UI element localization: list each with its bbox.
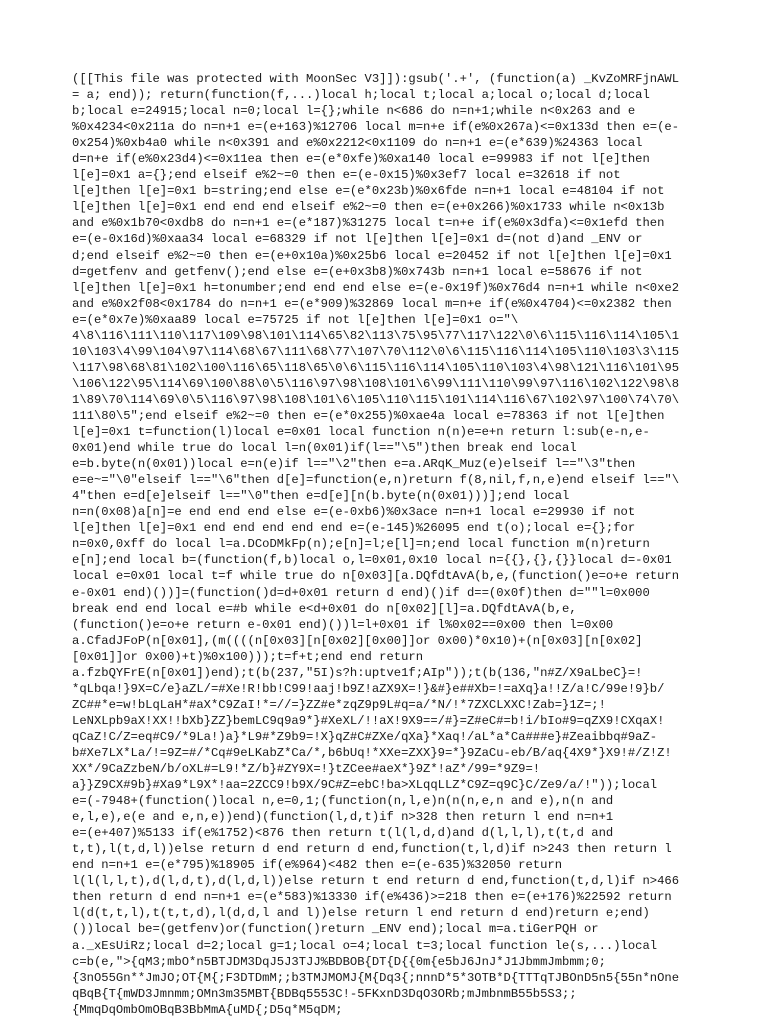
code-line: a}}Z9CX#9b}#Xa9*L9X*!aa=2ZCC9!b9X/9C#Z=ebC!ba>XLqqLLZ*C9Z=q9C}C/Ze9/a/!"));local bbox=[72, 778, 658, 793]
code-line: \117\98\68\81\102\100\116\65\118\65\0\6\115\116\114\105\110\103\4\98\121\116\101\95 bbox=[72, 360, 680, 375]
code-line: d=getfenv and getfenv();end else e=(e+0x3b8)%0x743b n=n+1 local e=58676 if not bbox=[72, 264, 643, 279]
code-line: e[n];end local b=(function(f,b)local o,l=0x01,0x10 local n={{},{},{}}local d=-0x01 bbox=[72, 553, 672, 568]
code-line: ZC##*e=w!bLqLaH*#aX*C9ZaI!*=//=}ZZ#e*zqZ9p9L#q=a/*N/!*7ZXCLXXC!Zab=}1Z=;! bbox=[72, 697, 606, 712]
document-page bbox=[72, 71, 752, 1018]
code-line: and e%0x2f08<0x1784 do n=n+1 e=(e*909)%32869 local m=n+e if(e%0x4704)<=0x2382 then bbox=[72, 296, 672, 311]
code-line: a.CfadJFoP(n[0x01],(m((((n[0x03][n[0x02][0x00]]or 0x00)*0x10)+(n[0x03][n[0x02] bbox=[72, 633, 643, 648]
code-line: 1\89\70\114\69\0\5\116\97\98\108\101\6\105\110\115\101\114\116\67\102\97\100\74\70\ bbox=[72, 392, 680, 407]
code-line: 10\103\4\99\104\97\114\68\67\111\68\77\107\70\112\0\6\115\116\114\105\110\103\3\115 bbox=[72, 344, 680, 359]
code-line: 4\8\116\111\110\117\109\98\101\114\65\82\113\75\95\77\117\122\0\6\115\116\114\105\1 bbox=[72, 328, 680, 343]
code-line: {3nO55Gn**JmJO;OT{M{;F3DTDmM;;b3TMJMOMJ{M{Dq3{;nnnD*5*3OTB*D{TTTqTJBOnD5n5{55n*nOne bbox=[72, 970, 680, 985]
code-line: l[e]then l[e]=0x1 end end end end end e=(e-145)%26095 end t(o);local e={};for bbox=[72, 521, 636, 536]
code-line: l[e]then l[e]=0x1 h=tonumber;end end end else e=(e-0x19f)%0x76d4 n=n+1 while n<0xe2 bbox=[72, 280, 680, 295]
code-line: l[e]then l[e]=0x1 b=string;end else e=(e*0x23b)%0x6fde n=n+1 local e=48104 if not bbox=[72, 184, 665, 199]
code-line: local e=0x01 local t=f while true do n[0x03][a.DQfdtAvA(b,e,(function()e=o+e return bbox=[72, 569, 680, 584]
code-line: n=0x0,0xff do local l=a.DCoDMkFp(n);e[n]=l;e[l]=n;end local function m(n)return bbox=[72, 537, 650, 552]
code-line: d=n+e if(e%0x23d4)<=0x11ea then e=(e*0xfe)%0xa140 local e=99983 if not l[e]then bbox=[72, 152, 650, 167]
code-line: then return d end n=n+1 e=(e*583)%13330 if(e%436)>=218 then e=(e+176)%22592 return bbox=[72, 890, 672, 905]
code-line: *qLbqa!}9X=C/e}aZL/=#Xe!R!bb!C99!aaj!b9Z!aZX9X=!}&#}e##Xb=!=aXq}a!!Z/a!C/99e!9}b/ bbox=[72, 681, 665, 696]
code-line: e,l,e),e(e and e,n,e))end)(function(l,d,t)if n>328 then return l end n=n+1 bbox=[72, 810, 614, 825]
code-line: e-0x01 end)())]=(function()d=d+0x01 return d end)()if d==(0x0f)then d=""l=0x000 bbox=[72, 585, 650, 600]
code-line: 111\80\5";end elseif e%2~=0 then e=(e*0x255)%0xae4a local e=78363 if not l[e]then bbox=[72, 408, 665, 423]
code-line: break end end local e=#b while e<d+0x01 do n[0x02][l]=a.DQfdtAvA(b,e, bbox=[72, 601, 577, 616]
code-line: [0x01]]or 0x00)+t)%0x100)));t=f+t;end end return bbox=[72, 649, 424, 664]
code-line: a.fzbQYFrE(n[0x01])end);t(b(237,"5I)s?h:uptve1f;AIp"));t(b(136,"n#Z/X9aLbeC}=! bbox=[72, 665, 643, 680]
code-line: b;local e=24915;local n=0;local l={};while n<686 do n=n+1;while n<0x263 and e bbox=[72, 104, 636, 119]
code-line: {MmqDqOmbOmOBqB3BbMmA{uMD{;D5q*M5qDM; bbox=[72, 1002, 343, 1017]
code-line: n=n(0x08)a[n]=e end end end else e=(e-0xb6)%0x3ace n=n+1 local e=29930 if not bbox=[72, 505, 636, 520]
code-line: and e%0x1b70<0xdb8 do n=n+1 e=(e*187)%31275 local t=n+e if(e%0x3dfa)<=0x1efd then bbox=[72, 216, 665, 231]
code-line: end n=n+1 e=(e*795)%18905 if(e%964)<482 then e=(e-635)%32050 return bbox=[72, 858, 563, 873]
code-line: e=e~="\0"elseif l=="\6"then d[e]=function(e,n)return f(8,nil,f,n,e)end elseif l=="\ bbox=[72, 473, 680, 488]
code-line: ())local be=(getfenv)or(function()return _ENV end);local m=a.tiGerPQH or bbox=[72, 922, 599, 937]
code-line: qCaZ!C/Z=eq#C9/*9La!)a}*L9#*Z9b9=!X}qZ#C#ZXe/qXa}*Xaq!/aL*a*Ca###e}#Zeaibbq#9aZ- bbox=[72, 729, 658, 744]
code-line: l[e]=0x1 a={};end elseif e%2~=0 then e=(e-0x15)%0x3ef7 local e=32618 if not bbox=[72, 168, 621, 183]
code-line: a._xEsUiRz;local d=2;local g=1;local o=4;local t=3;local function le(s,...)local bbox=[72, 938, 658, 953]
code-line: e=(e-0x16d)%0xaa34 local e=68329 if not l[e]then l[e]=0x1 d=(not d)and _ENV or bbox=[72, 232, 643, 247]
code-line: = a; end)); return(function(f,...)local h;local t;local a;local o;local d;local bbox=[72, 88, 650, 103]
code-line: e=(-7948+(function()local n,e=0,1;(function(n,l,e)n(n(n,e,n and e),n(n and bbox=[72, 794, 614, 809]
code-line: l[e]then l[e]=0x1 end end end elseif e%2~=0 then e=(e+0x266)%0x1733 while n<0x13b bbox=[72, 200, 665, 215]
code-line: XX*/9CaZzbeN/b/oXL#=L9!*Z/b}#ZY9X=!}tZCee#aeX*}9Z*!aZ*/99=*9Z9=! bbox=[72, 762, 541, 777]
code-line: t,t),l(t,d,l))else return d end return d end,function(t,l,d)if n>243 then return l bbox=[72, 842, 672, 857]
code-line: b#Xe7LX*La/!=9Z=#/*Cq#9eLKabZ*Ca/*,b6bUq!*XXe=ZXX}9=*}9ZaCu-eb/B/aq{4X9*}X9!#/Z!Z! bbox=[72, 745, 672, 760]
code-line: l[e]=0x1 t=function(l)local e=0x01 local function n(n)e=e+n return l:sub(e-n,e- bbox=[72, 425, 650, 440]
code-line: %0x4234<0x211a do n=n+1 e=(e+163)%12706 local m=n+e if(e%0x267a)<=0x133d then e=(e- bbox=[72, 120, 680, 135]
code-line: l(d(t,t,l),t(t,t,d),l(d,d,l and l))else return l end return d end)return e;end) bbox=[72, 906, 650, 921]
code-line: \106\122\95\114\69\100\88\0\5\116\97\98\108\101\6\99\111\110\99\97\116\102\122\98\8 bbox=[72, 376, 680, 391]
code-line: qBqB{T{mWD3Jmnmm;OMn3m35MBT{BDBq5553C!-5FKxnD3DqO3ORb;mJmbnmB55b5S3;; bbox=[72, 986, 577, 1001]
code-line: e=(e*0x7e)%0xaa89 local e=75725 if not l[e]then l[e]=0x1 o="\ bbox=[72, 312, 519, 327]
code-line: ([[This file was protected with MoonSec V3]]):gsub('.+', (function(a) _KvZoMRFjnAWL bbox=[72, 72, 680, 86]
code-line: e=(e+407)%5133 if(e%1752)<876 then return t(l(l,d,d)and d(l,l,l),t(t,d and bbox=[72, 826, 614, 841]
code-line: 0x254)%0xb4a0 while n<0x391 and e%0x2212<0x1109 do n=n+1 e=(e*639)%24363 local bbox=[72, 136, 643, 151]
code-line: c=b(e,">{qM3;mbO*n5BTJDM3DqJ5J3TJJ%BDBOB{DT{D{{0m{e5bJ6JnJ*J1JbmmJmbmm;0; bbox=[72, 954, 606, 969]
code-line: l(l(l,l,t),d(l,d,t),d(l,d,l))else return t end return d end,function(t,d,l)if n>466 bbox=[72, 874, 680, 889]
code-line: d;end elseif e%2~=0 then e=(e+0x10a)%0x25b6 local e=20452 if not l[e]then l[e]=0x1 bbox=[72, 248, 672, 263]
code-line: (function()e=o+e return e-0x01 end)())l=l+0x01 if l%0x02==0x00 then l=0x00 bbox=[72, 617, 614, 632]
code-line: 0x01)end while true do local l=n(0x01)if(l=="\5")then break end local bbox=[72, 441, 577, 456]
code-line: 4"then e=d[e]elseif l=="\0"then e=d[e][n(b.byte(n(0x01)))];end local bbox=[72, 489, 570, 504]
code-line: LeNXLpb9aX!XX!!bXb}ZZ}bemLC9q9a9*}#XeXL/!!aX!9X9==/#}=Z#eC#=b!i/bIo#9=qZX9!CXqaX! bbox=[72, 713, 665, 728]
code-line: e=b.byte(n(0x01))local e=n(e)if l=="\2"then e=a.ARqK_Muz(e)elseif l=="\3"then bbox=[72, 457, 636, 472]
